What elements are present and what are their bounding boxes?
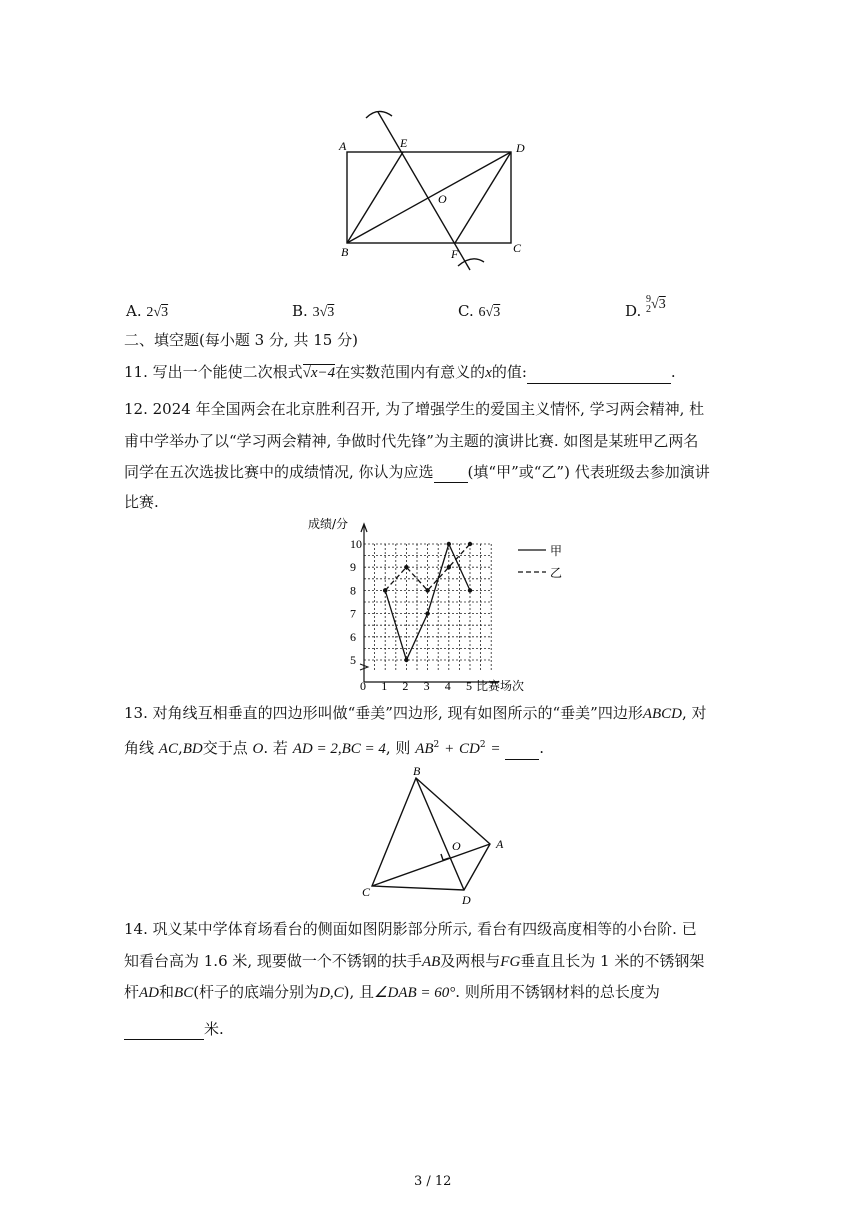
answer-blank-12[interactable] [434,466,468,483]
section-title: 二、填空题(每小题 3 分, 共 15 分) [124,331,358,349]
question-12-line-4: 比赛. [124,493,159,511]
label-O: O [438,192,447,206]
quadrilateral-figure [360,762,520,912]
x-tick-label: 2 [402,679,409,693]
x-axis-title: 比赛场次 [476,679,525,693]
label-E: E [400,136,408,150]
option-d: D. 9 2√3 [625,293,666,320]
label-B: B [341,245,349,259]
right-angle-mark [441,854,449,860]
label-F: F [451,247,459,261]
question-12-line-2: 甫中学举办了以“学习两会精神, 争做时代先锋”为主题的演讲比赛. 如图是某班甲乙两名 [124,432,699,450]
data-point [447,565,451,569]
answer-blank-11[interactable] [527,367,671,384]
y-tick-label: 9 [350,560,356,575]
label-B: B [413,764,421,778]
segment-fd [455,152,511,243]
y-axis-title: 成绩/分 [308,517,349,531]
legend-label-1: 甲 [550,544,563,558]
x-tick-label: 1 [381,679,388,693]
legend-label-2: 乙 [550,566,563,580]
data-point [404,658,408,662]
option-b: B. 3√3 [292,302,335,320]
x-tick-label: 4 [444,679,451,693]
quadrilateral-abcd [372,778,490,890]
label-A: A [339,139,347,153]
radical-expression: √x−4 [302,365,336,381]
question-14-line-1: 14. 巩义某中学体育场看台的侧面如图阴影部分所示, 看台有四级高度相等的小台阶. 已 [124,920,697,938]
x-tick-label: 5 [466,679,472,693]
question-13-line-2: 角线 AC,BD交于点 O. 若 AD = 2,BC = 4, 则 $AB^2 + CD^2$ = . [124,734,544,760]
y-tick-label: 8 [350,583,356,598]
question-14-line-2: 知看台高为 1.6 米, 现要做一个不锈钢的扶手AB及两根与FG垂直且长为 1 米的不锈钢架 [124,952,705,970]
question-11: 11. 写出一个能使二次根式√x−4在实数范围内有意义的x的值: . [124,361,676,384]
label-A: A [496,837,504,851]
page-number: 3 / 12 [414,1174,452,1189]
data-point [468,542,472,546]
y-tick-label: 10 [350,537,362,551]
option-c: C. 6√3 [458,302,501,320]
label-O: O [452,839,461,853]
x-tick-label: 0 [360,679,366,693]
arc-mark-bottom [458,259,484,266]
diagonal-ac [372,844,490,886]
data-point [468,588,472,592]
label-D: D [462,893,471,907]
data-point [425,611,429,615]
diagonal-bd [347,152,511,243]
data-point [425,588,429,592]
rectangle-figure [330,100,540,275]
question-12-line-1: 12. 2024 年全国两会在北京胜利召开, 为了增强学生的爱国主义情怀, 学习两会精神, 杜 [124,400,705,418]
label-C: C [513,241,522,255]
question-13-line-1: 13. 对角线互相垂直的四边形叫做“垂美”四边形, 现有如图所示的“垂美”四边形ABCD, 对 [124,704,707,722]
y-tick-label: 6 [350,629,356,644]
option-a: A. 2√3 [126,302,169,320]
diagonal-bd [416,778,464,890]
data-point [447,542,451,546]
x-tick-label: 3 [423,679,430,693]
y-tick-label: 7 [350,606,356,621]
question-14-line-4: 米. [124,1018,224,1040]
answer-blank-13[interactable] [505,743,539,760]
question-12-line-3: 同学在五次选拔比赛中的成绩情况, 你认为应选 (填“甲”或“乙”) 代表班级去参加演讲 [124,463,710,481]
score-line-chart [300,514,570,694]
answer-blank-14[interactable] [124,1023,204,1040]
label-C: C [362,885,371,899]
data-point [383,588,387,592]
label-D: D [516,141,525,155]
question-14-line-3: 杆AD和BC(杆子的底端分别为D,C), 且∠DAB = 60°. 则所用不锈钢材料的总长度为 [124,983,660,1001]
data-point [404,565,408,569]
segment-be [347,152,403,243]
y-tick-label: 5 [350,653,356,667]
